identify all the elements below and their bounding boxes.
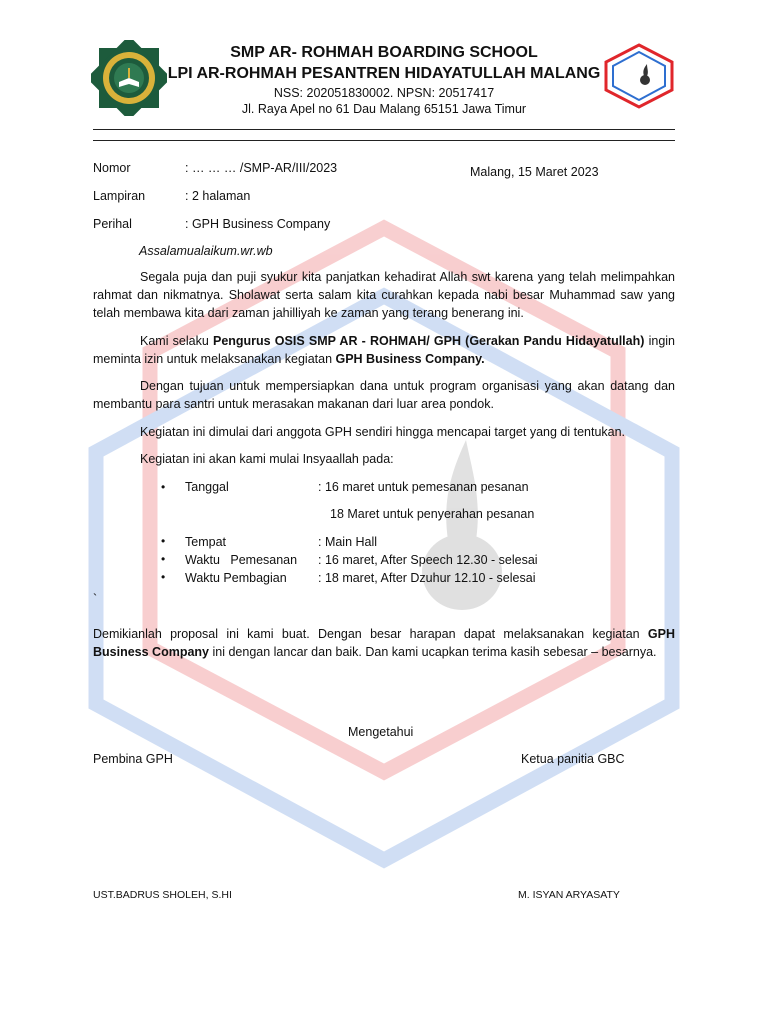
bullet-icon: • (161, 480, 166, 494)
left-signer-role: Pembina GPH (93, 752, 173, 766)
school-emblem-logo (91, 40, 167, 116)
paragraph-opening-text: Segala puja dan puji syukur kita panjatkan kehadirat Allah swt karena yang telah melimpahkan rahmat dan nikmatnya. Sholawat serta salam kita curahkan kepada nabi besar Muhammad saw yang telah membawa kita dari zaman jahilliyah ke zaman yang terang benerang ini. (93, 270, 675, 320)
paragraph-schedule-intro-text: Kegiatan ini akan kami mulai Insyaallah pada: (140, 452, 394, 466)
lampiran-value: : 2 halaman (185, 189, 251, 203)
paragraph-opening (93, 268, 675, 322)
foundation-name: LPI AR-ROHMAH PESANTREN HIDAYATULLAH MALANG (167, 65, 601, 82)
bullet-icon: • (161, 534, 166, 548)
bullet-icon: • (161, 552, 166, 566)
paragraph-purpose (93, 377, 675, 413)
school-ids: NSS: 202051830002. NPSN: 20517417 (273, 86, 495, 100)
place-date: Malang, 15 Maret 2023 (470, 165, 599, 179)
paragraph-start-text: Kegiatan ini dimulai dari anggota GPH sendiri hingga mencapai target yang di tentukan. (140, 425, 626, 439)
schedule-value-pemesanan: : 16 maret, After Speech 12.30 - selesai (318, 553, 538, 567)
perihal-label: Perihal (93, 217, 132, 231)
nomor-label: Nomor (93, 161, 131, 175)
schedule-label-tempat: Tempat (185, 535, 226, 549)
header-divider-bottom (93, 140, 675, 141)
nomor-value: : … … … /SMP-AR/III/2023 (185, 161, 338, 175)
paragraph-request (93, 332, 675, 368)
schedule-label-tanggal: Tanggal (185, 480, 229, 494)
school-address: Jl. Raya Apel no 61 Dau Malang 65151 Jawa Timur (241, 102, 527, 116)
closing-event: GPH Business Company (93, 627, 675, 659)
right-signer-name: M. ISYAN ARYASATY (518, 889, 620, 901)
request-pre: Kami selaku (140, 334, 213, 348)
paragraph-schedule-intro (93, 450, 675, 468)
request-org: Pengurus OSIS SMP AR - ROHMAH/ GPH (Gerakan Pandu Hidayatullah) (212, 334, 645, 348)
request-mid: ingin meminta izin untuk melaksanakan kegiatan (93, 334, 675, 366)
closing-pre: Demikianlah proposal ini kami buat. Dengan besar harapan dapat melaksanakan kegiatan (93, 627, 648, 641)
paragraph-purpose-text: Dengan tujuan untuk mempersiapkan dana untuk program organisasi yang akan datang dan membantu para santri untuk merasakan makanan dari luar area pondok. (93, 379, 675, 411)
schedule-value-tanggal: : 16 maret untuk pemesanan pesanan (318, 480, 529, 494)
schedule-value-tempat: : Main Hall (318, 535, 378, 549)
paragraph-closing (93, 625, 675, 661)
schedule-label-pembagian: Waktu Pembagian (185, 571, 287, 585)
school-name: SMP AR- ROHMAH BOARDING SCHOOL (230, 44, 538, 61)
right-signer-role: Ketua panitia GBC (521, 752, 625, 766)
schedule-value-tanggal-2: 18 Maret untuk penyerahan pesanan (330, 507, 535, 521)
mengetahui-label: Mengetahui (348, 725, 414, 739)
bullet-icon: • (161, 570, 166, 584)
schedule-value-pembagian: : 18 maret, After Dzuhur 12.10 - selesai (318, 571, 536, 585)
hidayatullah-logo (601, 42, 677, 110)
left-signer-name: UST.BADRUS SHOLEH, S.HI (93, 889, 232, 901)
closing-post: ini dengan lancar dan baik. Dan kami ucapkan terima kasih sebesar – besarnya. (209, 645, 657, 659)
header-divider-top (93, 129, 675, 130)
perihal-value: : GPH Business Company (185, 217, 331, 231)
schedule-label-pemesanan: Waktu Pemesanan (185, 553, 298, 567)
paragraph-start (93, 423, 675, 441)
stray-mark: ` (93, 592, 98, 606)
lampiran-label: Lampiran (93, 189, 146, 203)
request-event: GPH Business Company. (335, 352, 485, 366)
greeting: Assalamualaikum.wr.wb (139, 244, 273, 258)
